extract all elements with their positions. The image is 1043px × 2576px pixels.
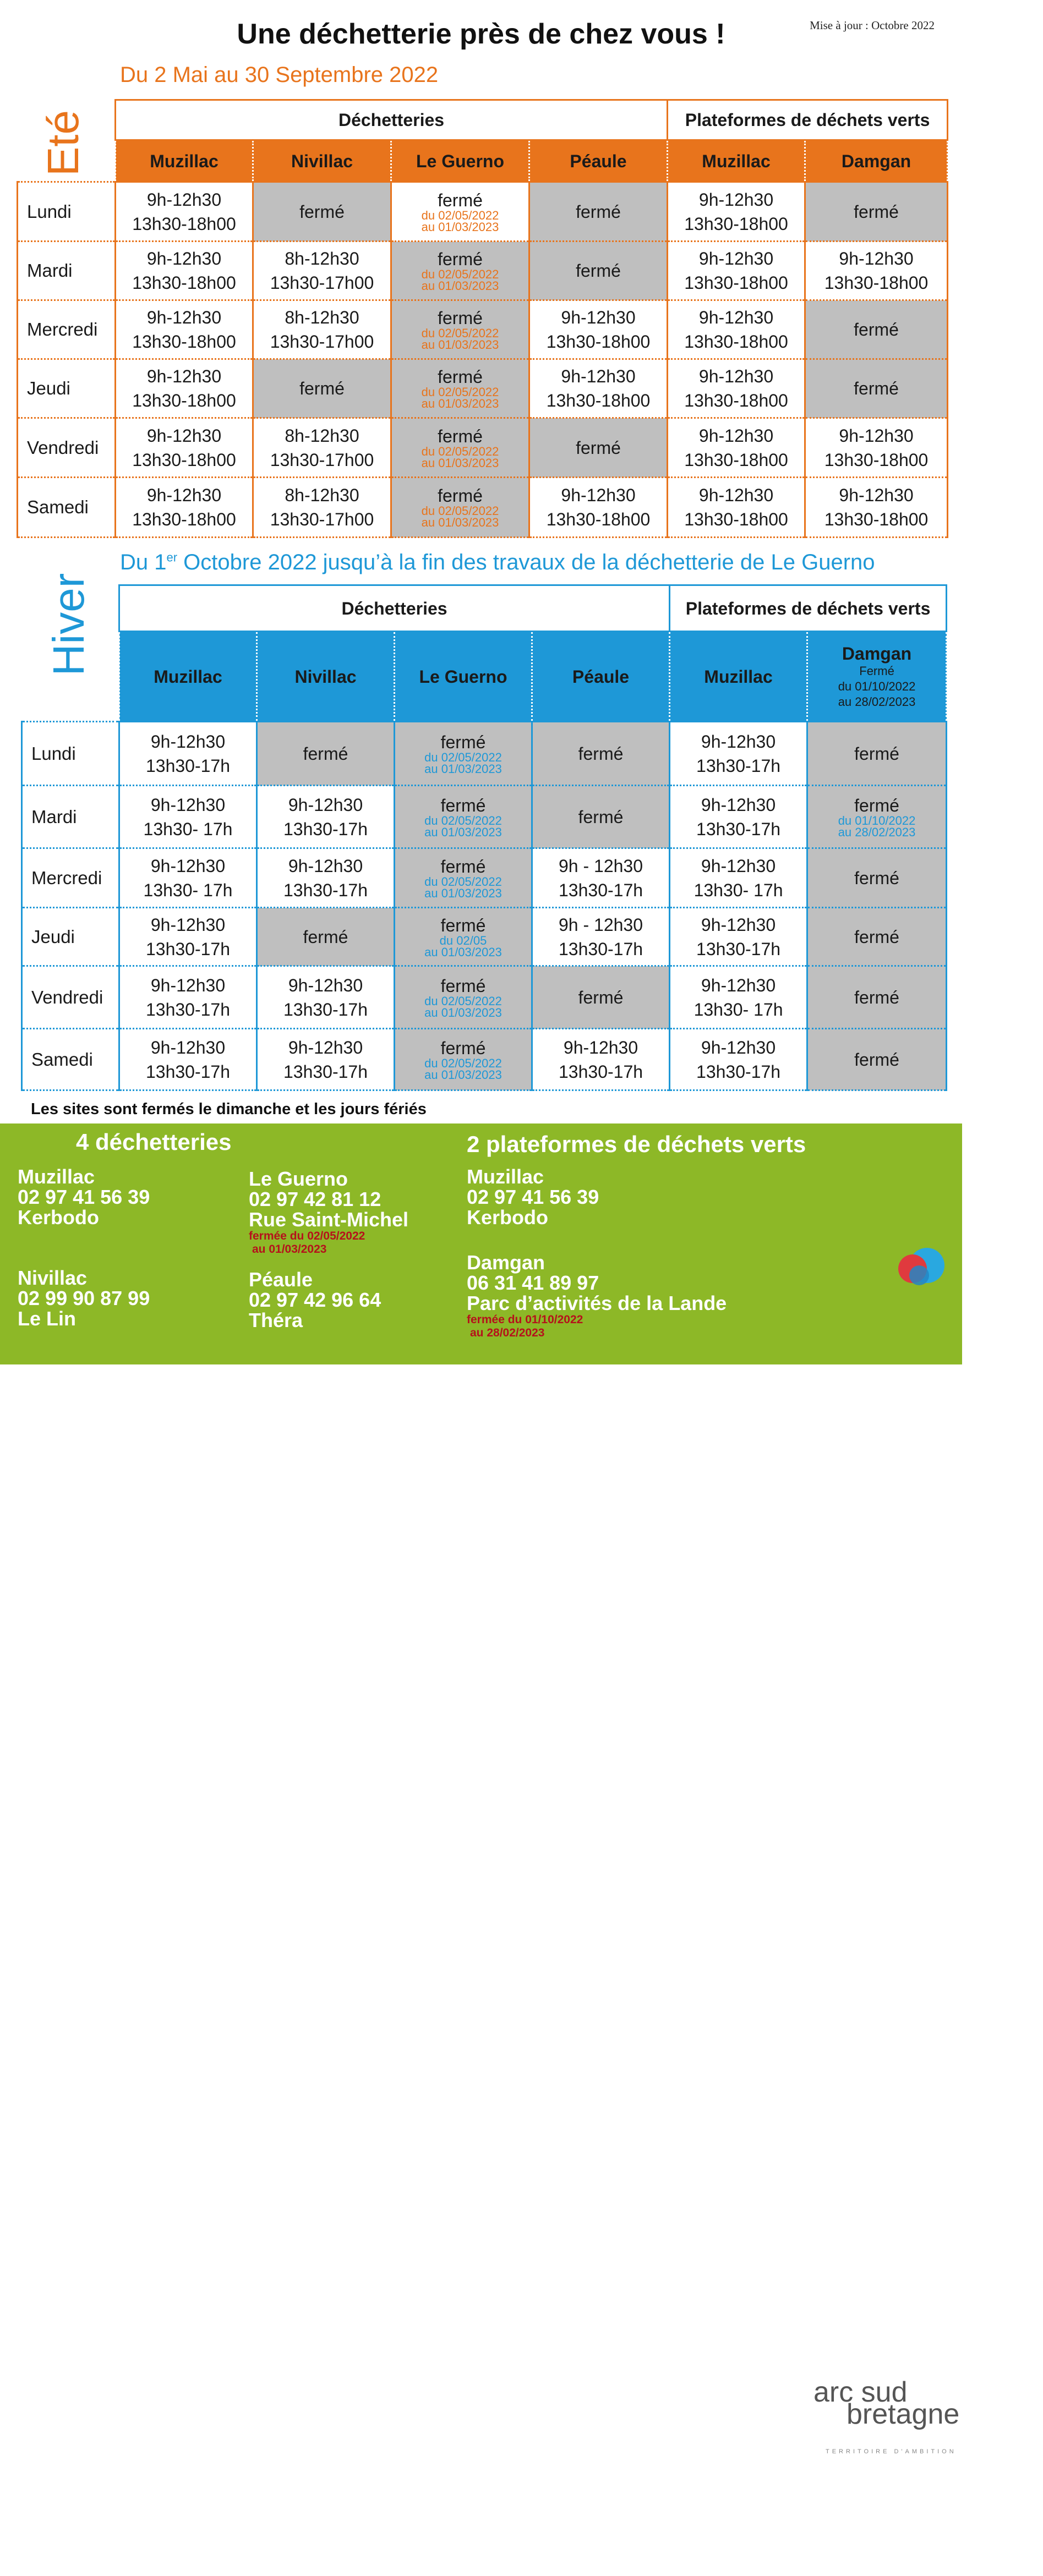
day-label: Lundi <box>22 722 119 786</box>
hours-cell: 9h-12h30 13h30-18h00 <box>805 418 948 478</box>
day-label: Mercredi <box>18 300 116 359</box>
hours-cell: 9h-12h30 13h30-18h00 <box>668 300 805 359</box>
summer-period: Du 2 Mai au 30 Septembre 2022 <box>120 63 439 87</box>
closed-cell: fermé du 02/05/2022 au 01/03/2023 <box>395 786 532 848</box>
hours-cell: 9h-12h30 13h30-18h00 <box>116 242 253 300</box>
closed-cell: fermé <box>532 786 670 848</box>
day-label: Mercredi <box>22 848 119 908</box>
closed-cell: fermé du 01/10/2022 au 28/02/2023 <box>807 786 947 848</box>
closed-cell: fermé du 02/05/2022 au 01/03/2023 <box>395 966 532 1029</box>
closed-cell: fermé <box>807 722 947 786</box>
contact-pf-muzillac: Muzillac 02 97 41 56 39 Kerbodo <box>467 1165 599 1229</box>
hours-cell: 9h - 12h30 13h30-17h <box>532 848 670 908</box>
dechetteries-title: 4 déchetteries <box>76 1129 232 1155</box>
winter-schedule-table <box>21 584 947 1091</box>
closed-cell: fermé <box>807 1029 947 1090</box>
hours-cell: 9h-12h30 13h30-18h00 <box>529 359 668 418</box>
contact-nivillac: Nivillac 02 99 90 87 99 Le Lin <box>18 1267 150 1330</box>
contact-muzillac: Muzillac 02 97 41 56 39 Kerbodo <box>18 1165 150 1229</box>
closed-cell: fermé <box>253 359 391 418</box>
closed-cell: fermé <box>253 182 391 242</box>
hours-cell: 9h-12h30 13h30- 17h <box>119 786 257 848</box>
contact-le-guerno: Le Guerno 02 97 42 81 12 Rue Saint-Michel fermée du 02/05/2022 au 01/03/2023 <box>249 1168 409 1256</box>
hours-cell: 9h-12h30 13h30-17h <box>119 722 257 786</box>
hours-cell: 9h-12h30 13h30-18h00 <box>529 478 668 538</box>
hours-cell: 8h-12h30 13h30-17h00 <box>253 300 391 359</box>
hours-cell: 9h-12h30 13h30-17h <box>119 966 257 1029</box>
closed-cell: fermé <box>805 300 948 359</box>
hours-cell: 9h-12h30 13h30- 17h <box>119 848 257 908</box>
contact-band <box>0 1123 962 2455</box>
hours-cell: 9h-12h30 13h30-18h00 <box>668 359 805 418</box>
group-header-plateformes: Plateformes de déchets verts <box>670 585 947 632</box>
day-label: Jeudi <box>22 908 119 966</box>
hours-cell: 9h-12h30 13h30-17h <box>119 1029 257 1090</box>
closed-cell: fermé <box>529 418 668 478</box>
day-label: Samedi <box>18 478 116 538</box>
closed-cell: fermé du 02/05/2022 au 01/03/2023 <box>391 242 529 300</box>
hours-cell: 9h-12h30 13h30-18h00 <box>805 478 948 538</box>
closed-cell: fermé <box>807 848 947 908</box>
closed-cell: fermé <box>805 359 948 418</box>
hours-cell: 9h-12h30 13h30-17h <box>670 786 807 848</box>
hours-cell: 9h-12h30 13h30-18h00 <box>529 300 668 359</box>
hours-cell: 9h-12h30 13h30-18h00 <box>805 242 948 300</box>
closed-cell: fermé du 02/05/2022 au 01/03/2023 <box>395 848 532 908</box>
day-label: Mardi <box>18 242 116 300</box>
hours-cell: 8h-12h30 13h30-17h00 <box>253 418 391 478</box>
winter-period: Du 1er Octobre 2022 jusqu’à la fin des travaux de la déchetterie de Le Guerno <box>120 550 875 574</box>
closed-cell: fermé du 02/05/2022 au 01/03/2023 <box>395 722 532 786</box>
hours-cell: 9h-12h30 13h30- 17h <box>670 966 807 1029</box>
hours-cell: 8h-12h30 13h30-17h00 <box>253 478 391 538</box>
closed-cell: fermé <box>532 722 670 786</box>
site-header-damgan: Damgan Fermé du 01/10/2022 au 28/02/2023 <box>807 632 947 722</box>
closing-note: Les sites sont fermés le dimanche et les jours fériés <box>31 1100 427 1118</box>
hours-cell: 9h-12h30 13h30-18h00 <box>668 182 805 242</box>
closed-cell: fermé du 02/05/2022 au 01/03/2023 <box>395 1029 532 1090</box>
day-label: Lundi <box>18 182 116 242</box>
day-label: Vendredi <box>22 966 119 1029</box>
site-header: Muzillac <box>670 632 807 722</box>
site-header: Nivillac <box>253 140 391 182</box>
logo-text: arc sud bretagne <box>813 2376 960 2430</box>
hours-cell: 9h-12h30 13h30-18h00 <box>116 300 253 359</box>
hours-cell: 9h-12h30 13h30-17h <box>257 786 395 848</box>
hours-cell: 9h-12h30 13h30-18h00 <box>116 182 253 242</box>
hours-cell: 9h-12h30 13h30-17h <box>532 1029 670 1090</box>
logo-tagline: TERRITOIRE D'AMBITION <box>826 2448 957 2455</box>
update-note: Mise à jour : Octobre 2022 <box>810 19 935 32</box>
site-header: Le Guerno <box>395 632 532 722</box>
site-header: Le Guerno <box>391 140 529 182</box>
closed-cell: fermé <box>532 966 670 1029</box>
group-header-dechetteries: Déchetteries <box>119 585 670 632</box>
hours-cell: 9h-12h30 13h30-17h <box>257 1029 395 1090</box>
closed-cell: fermé du 02/05/2022 au 01/03/2023 <box>391 478 529 538</box>
plateformes-title: 2 plateformes de déchets verts <box>467 1131 806 1157</box>
hours-cell: 9h-12h30 13h30-18h00 <box>668 242 805 300</box>
closed-cell: fermé du 02/05 au 01/03/2023 <box>395 908 532 966</box>
logo-circle <box>801 2334 1043 2576</box>
hours-cell: 9h-12h30 13h30-17h <box>119 908 257 966</box>
site-header: Muzillac <box>668 140 805 182</box>
hours-cell: 9h-12h30 13h30-17h <box>670 1029 807 1090</box>
closed-cell: fermé <box>257 908 395 966</box>
site-header: Damgan <box>805 140 948 182</box>
closed-cell: fermé <box>529 242 668 300</box>
closed-cell: fermé du 02/05/2022 au 01/03/2023 <box>391 359 529 418</box>
site-header: Muzillac <box>119 632 257 722</box>
hours-cell: 9h-12h30 13h30-17h <box>257 966 395 1029</box>
winter-season-label: Hiver <box>44 573 93 676</box>
closed-cell: fermé du 02/05/2022 au 01/03/2023 <box>391 182 529 242</box>
site-header: Nivillac <box>257 632 395 722</box>
closed-cell: fermé du 02/05/2022 au 01/03/2023 <box>391 418 529 478</box>
site-header: Péaule <box>532 632 670 722</box>
hours-cell: 9h-12h30 13h30-17h <box>670 722 807 786</box>
day-label: Samedi <box>22 1029 119 1090</box>
group-header-dechetteries: Déchetteries <box>116 100 668 140</box>
closed-cell: fermé du 02/05/2022 au 01/03/2023 <box>391 300 529 359</box>
day-label: Vendredi <box>18 418 116 478</box>
hours-cell: 9h - 12h30 13h30-17h <box>532 908 670 966</box>
site-header: Muzillac <box>116 140 253 182</box>
hours-cell: 9h-12h30 13h30-18h00 <box>668 418 805 478</box>
page-title: Une déchetterie près de chez vous ! <box>237 18 725 50</box>
closed-cell: fermé <box>805 182 948 242</box>
hours-cell: 9h-12h30 13h30-17h <box>257 848 395 908</box>
hours-cell: 9h-12h30 13h30-18h00 <box>116 359 253 418</box>
contact-peaule: Péaule 02 97 42 96 64 Théra <box>249 1268 381 1331</box>
day-label: Jeudi <box>18 359 116 418</box>
contact-pf-damgan: Damgan 06 31 41 89 97 Parc d’activités de la Lande fermée du 01/10/2022 au 28/02/2023 <box>467 1251 727 1339</box>
hours-cell: 9h-12h30 13h30-18h00 <box>668 478 805 538</box>
summer-schedule-table <box>17 99 948 538</box>
day-label: Mardi <box>22 786 119 848</box>
closed-cell: fermé <box>807 908 947 966</box>
group-header-plateformes: Plateformes de déchets verts <box>668 100 948 140</box>
closed-cell: fermé <box>807 966 947 1029</box>
logo-heart-icon <box>895 1245 947 1294</box>
closed-cell: fermé <box>257 722 395 786</box>
summer-season-label: Eté <box>39 109 88 177</box>
closed-cell: fermé <box>529 182 668 242</box>
hours-cell: 9h-12h30 13h30-17h <box>670 908 807 966</box>
hours-cell: 9h-12h30 13h30-18h00 <box>116 418 253 478</box>
hours-cell: 9h-12h30 13h30-18h00 <box>116 478 253 538</box>
hours-cell: 8h-12h30 13h30-17h00 <box>253 242 391 300</box>
site-header: Péaule <box>529 140 668 182</box>
hours-cell: 9h-12h30 13h30- 17h <box>670 848 807 908</box>
